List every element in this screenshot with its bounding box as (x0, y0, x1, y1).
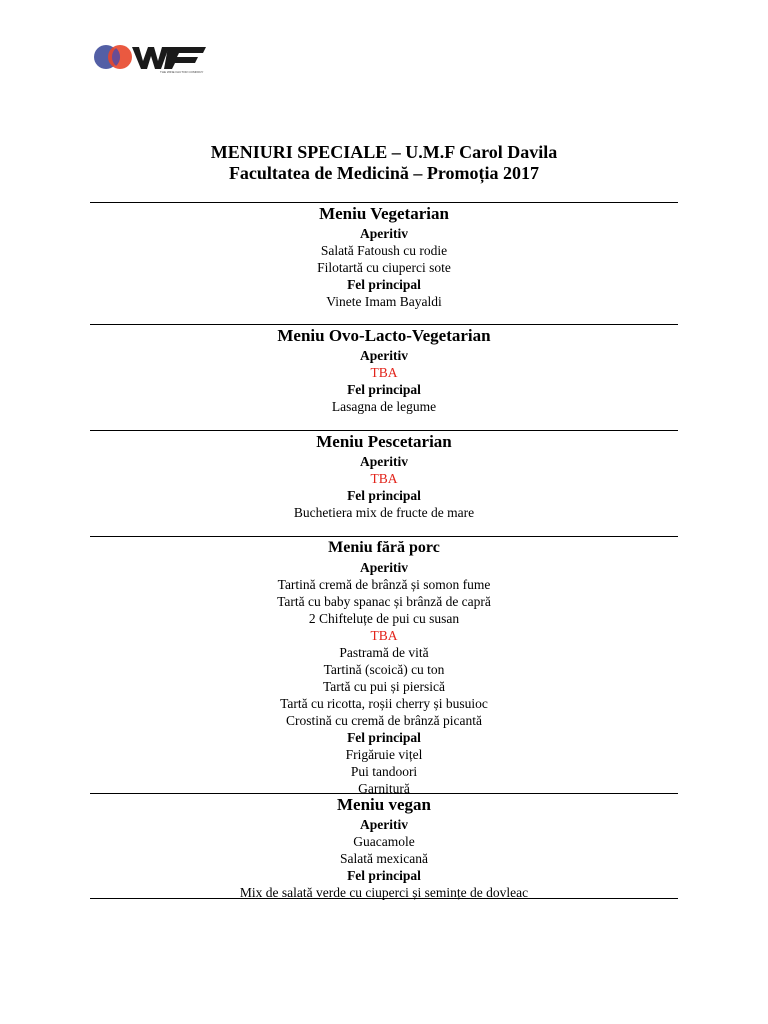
menu-item: Tartă cu baby spanac și brânză de capră (277, 594, 491, 609)
page-title: MENIURI SPECIALE – U.M.F Carol Davila (210, 142, 558, 162)
logo-tagline: THE WINE FACTOR COMPANY (160, 70, 204, 74)
course-label: Aperitiv (360, 817, 408, 832)
course-label: Aperitiv (360, 226, 408, 241)
company-logo (92, 42, 212, 74)
page-subtitle: Facultatea de Medicină – Promoția 2017 (228, 163, 540, 183)
menu-item: Filotartă cu ciuperci sote (317, 260, 451, 275)
course-label: Fel principal (347, 277, 421, 292)
tba-item: TBA (370, 628, 398, 643)
menu-item: 2 Chifteluțe de pui cu susan (308, 611, 460, 626)
menu-item: Crostină cu cremă de brânză picantă (285, 713, 483, 728)
menu-title: Meniu vegan (337, 795, 431, 814)
menu-item: Pastramă de vită (339, 645, 429, 660)
menu-item: Salată mexicană (339, 851, 429, 866)
menu-vegetarian (90, 203, 678, 310)
menu-item: Lasagna de legume (331, 399, 437, 414)
menu-ovo-lacto-vegetarian (90, 325, 678, 415)
menu-item: Tartă cu pui și piersică (322, 679, 445, 694)
menu-vegan (90, 794, 678, 901)
menu-pescetarian (90, 431, 678, 521)
course-label: Aperitiv (360, 348, 408, 363)
menu-item: Guacamole (353, 834, 415, 849)
course-label: Aperitiv (360, 454, 408, 469)
menu-item: Pui tandoori (350, 764, 418, 779)
menu-title: Meniu Ovo-Lacto-Vegetarian (277, 326, 491, 345)
course-label: Fel principal (347, 382, 421, 397)
menu-item: Vinete Imam Bayaldi (326, 294, 442, 309)
menu-item: Tartă cu ricotta, roșii cherry și busuioc (280, 696, 488, 711)
menu-item: Frigăruie vițel (345, 747, 423, 762)
menu-item: Mix de salată verde cu ciuperci și semințe de dovleac (239, 885, 529, 900)
course-label: Aperitiv (360, 560, 408, 575)
course-label: Fel principal (347, 868, 421, 883)
menu-item: Salată Fatoush cu rodie (320, 243, 448, 258)
menu-title: Meniu Pescetarian (316, 432, 452, 451)
tba-item: TBA (370, 365, 398, 380)
menu-fara-porc (90, 537, 678, 797)
menu-item: Tartină cremă de brânză și somon fume (277, 577, 491, 592)
menu-title: Meniu Vegetarian (319, 204, 449, 223)
menu-item: Tartină (scoică) cu ton (323, 662, 445, 677)
tba-item: TBA (370, 471, 398, 486)
menu-title: Meniu fără porc (328, 539, 440, 556)
menu-item: Buchetiera mix de fructe de mare (293, 505, 475, 520)
course-label: Fel principal (347, 730, 421, 745)
wf-logo-icon (92, 42, 212, 74)
menu-item: Garnitură (358, 781, 410, 796)
course-label: Fel principal (347, 488, 421, 503)
